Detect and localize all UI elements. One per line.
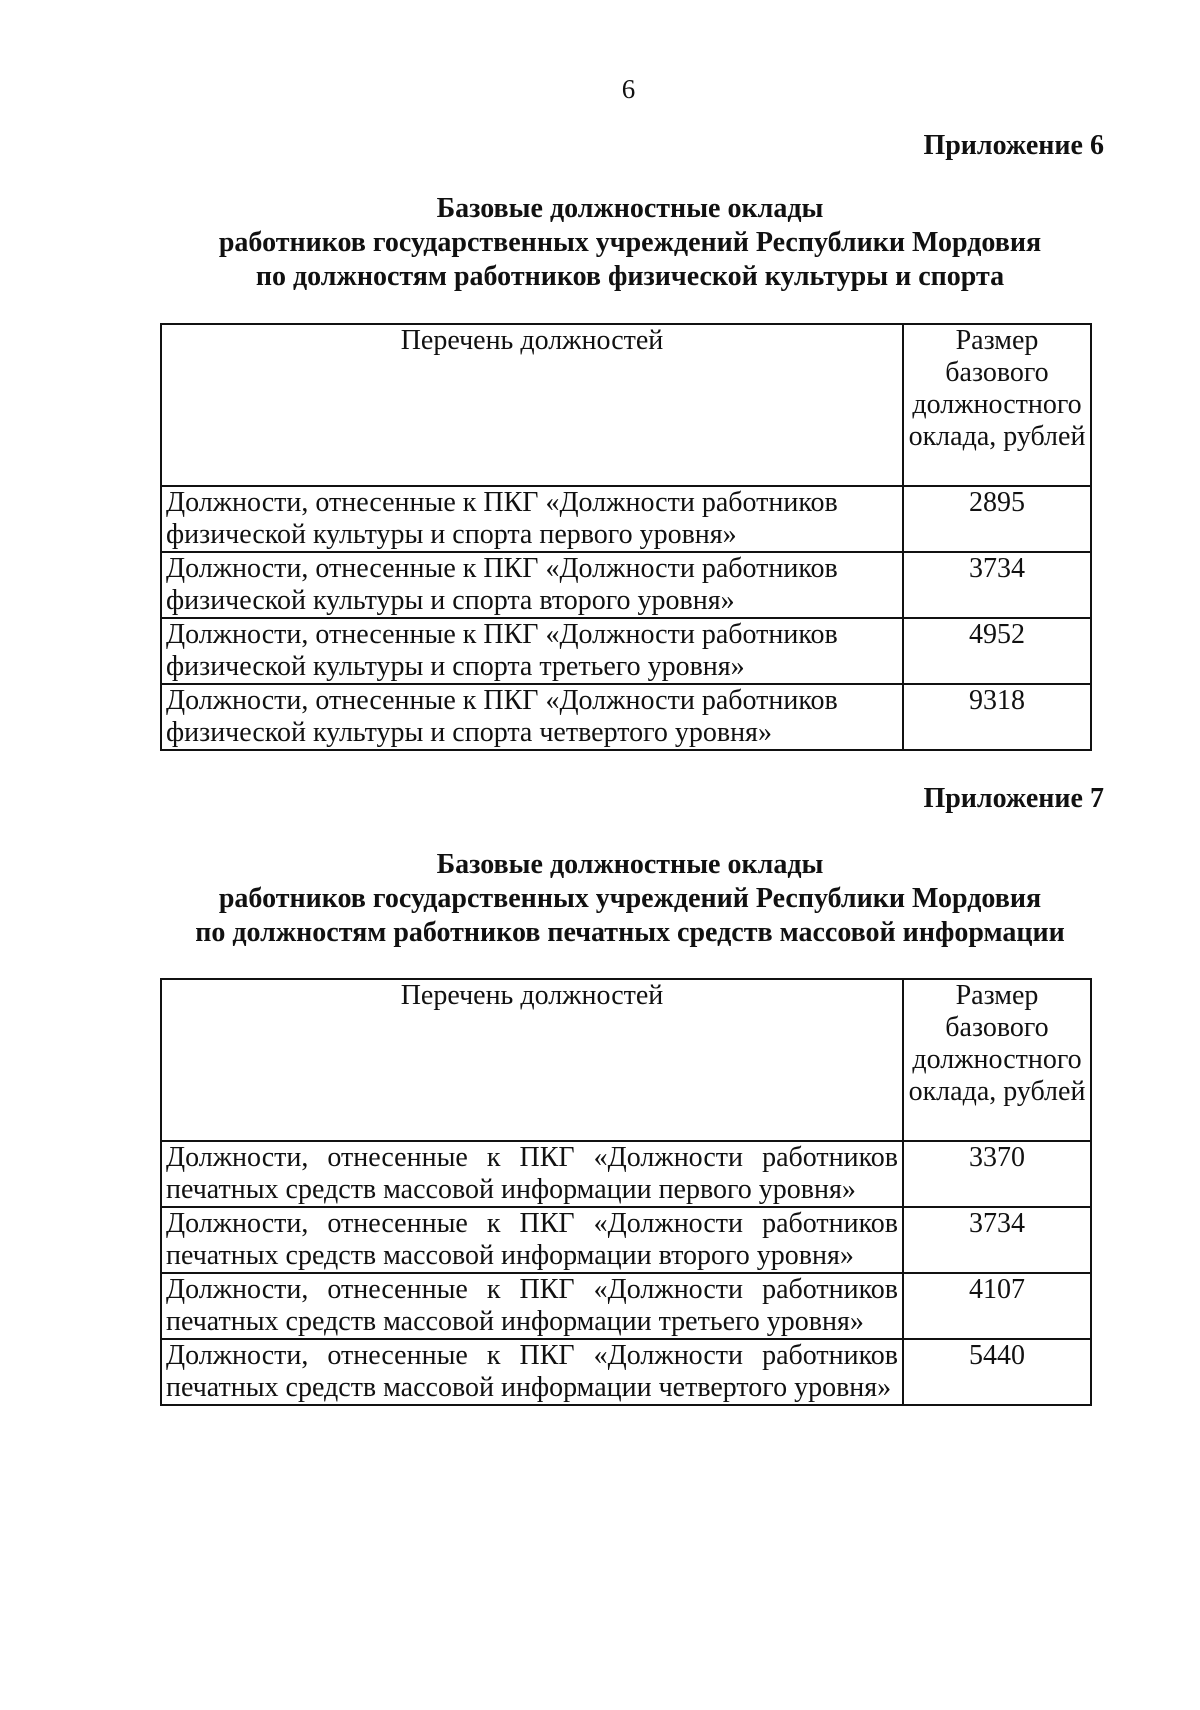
salary-cell: 3370 [903,1141,1091,1207]
salary-cell: 4107 [903,1273,1091,1339]
header-salary: Размер базового должностного оклада, рублей [903,979,1091,1141]
salary-cell: 4952 [903,618,1091,684]
table-row [161,1339,1091,1405]
table-row [161,486,1091,552]
table-row [161,1141,1091,1207]
appendix-6-table [160,323,1092,751]
salary-cell: 3734 [903,552,1091,618]
appendix-7-title-line-2: работников государственных учреждений Республики Мордовия [218,883,1042,914]
table-row [161,1273,1091,1339]
appendix-7-title-line-3: по должностям работников печатных средств массовой информации [195,917,1065,948]
table-row [161,552,1091,618]
appendix-6-title-line-2: работников государственных учреждений Республики Мордовия [218,227,1042,258]
table-row [161,684,1091,750]
position-cell: Должности, отнесенные к ПКГ «Должности работников печатных средств массовой информации первого уровня» [161,1141,903,1207]
salary-cell: 9318 [903,684,1091,750]
salary-cell: 2895 [903,486,1091,552]
salary-cell: 3734 [903,1207,1091,1273]
table-row [161,618,1091,684]
position-cell: Должности, отнесенные к ПКГ «Должности работников печатных средств массовой информации третьего уровня» [161,1273,903,1339]
salary-cell: 5440 [903,1339,1091,1405]
appendix-7-title-line-1: Базовые должностные оклады [436,849,824,880]
page-number: 6 [621,74,636,104]
position-cell: Должности, отнесенные к ПКГ «Должности работников печатных средств массовой информации четвертого уровня» [161,1339,903,1405]
position-cell: Должности, отнесенные к ПКГ «Должности работников физической культуры и спорта четвертого уровня» [161,684,903,750]
table-row [161,1207,1091,1273]
header-salary: Размер базового должностного оклада, рублей [903,324,1091,486]
position-cell: Должности, отнесенные к ПКГ «Должности работников физической культуры и спорта третьего уровня» [161,618,903,684]
header-positions: Перечень должностей [161,979,903,1141]
appendix-7-label: Приложение 7 [923,783,1104,814]
position-cell: Должности, отнесенные к ПКГ «Должности работников печатных средств массовой информации второго уровня» [161,1207,903,1273]
appendix-6-title-line-1: Базовые должностные оклады [436,193,824,224]
appendix-7-title [160,848,1100,950]
appendix-6-label: Приложение 6 [923,130,1104,161]
header-positions: Перечень должностей [161,324,903,486]
position-cell: Должности, отнесенные к ПКГ «Должности работников физической культуры и спорта первого уровня» [161,486,903,552]
appendix-7-table [160,978,1092,1406]
appendix-6-title [160,192,1100,294]
table-header-row [161,324,1091,486]
table-header-row [161,979,1091,1141]
appendix-6-title-line-3: по должностям работников физической культуры и спорта [255,261,1005,292]
position-cell: Должности, отнесенные к ПКГ «Должности работников физической культуры и спорта второго уровня» [161,552,903,618]
